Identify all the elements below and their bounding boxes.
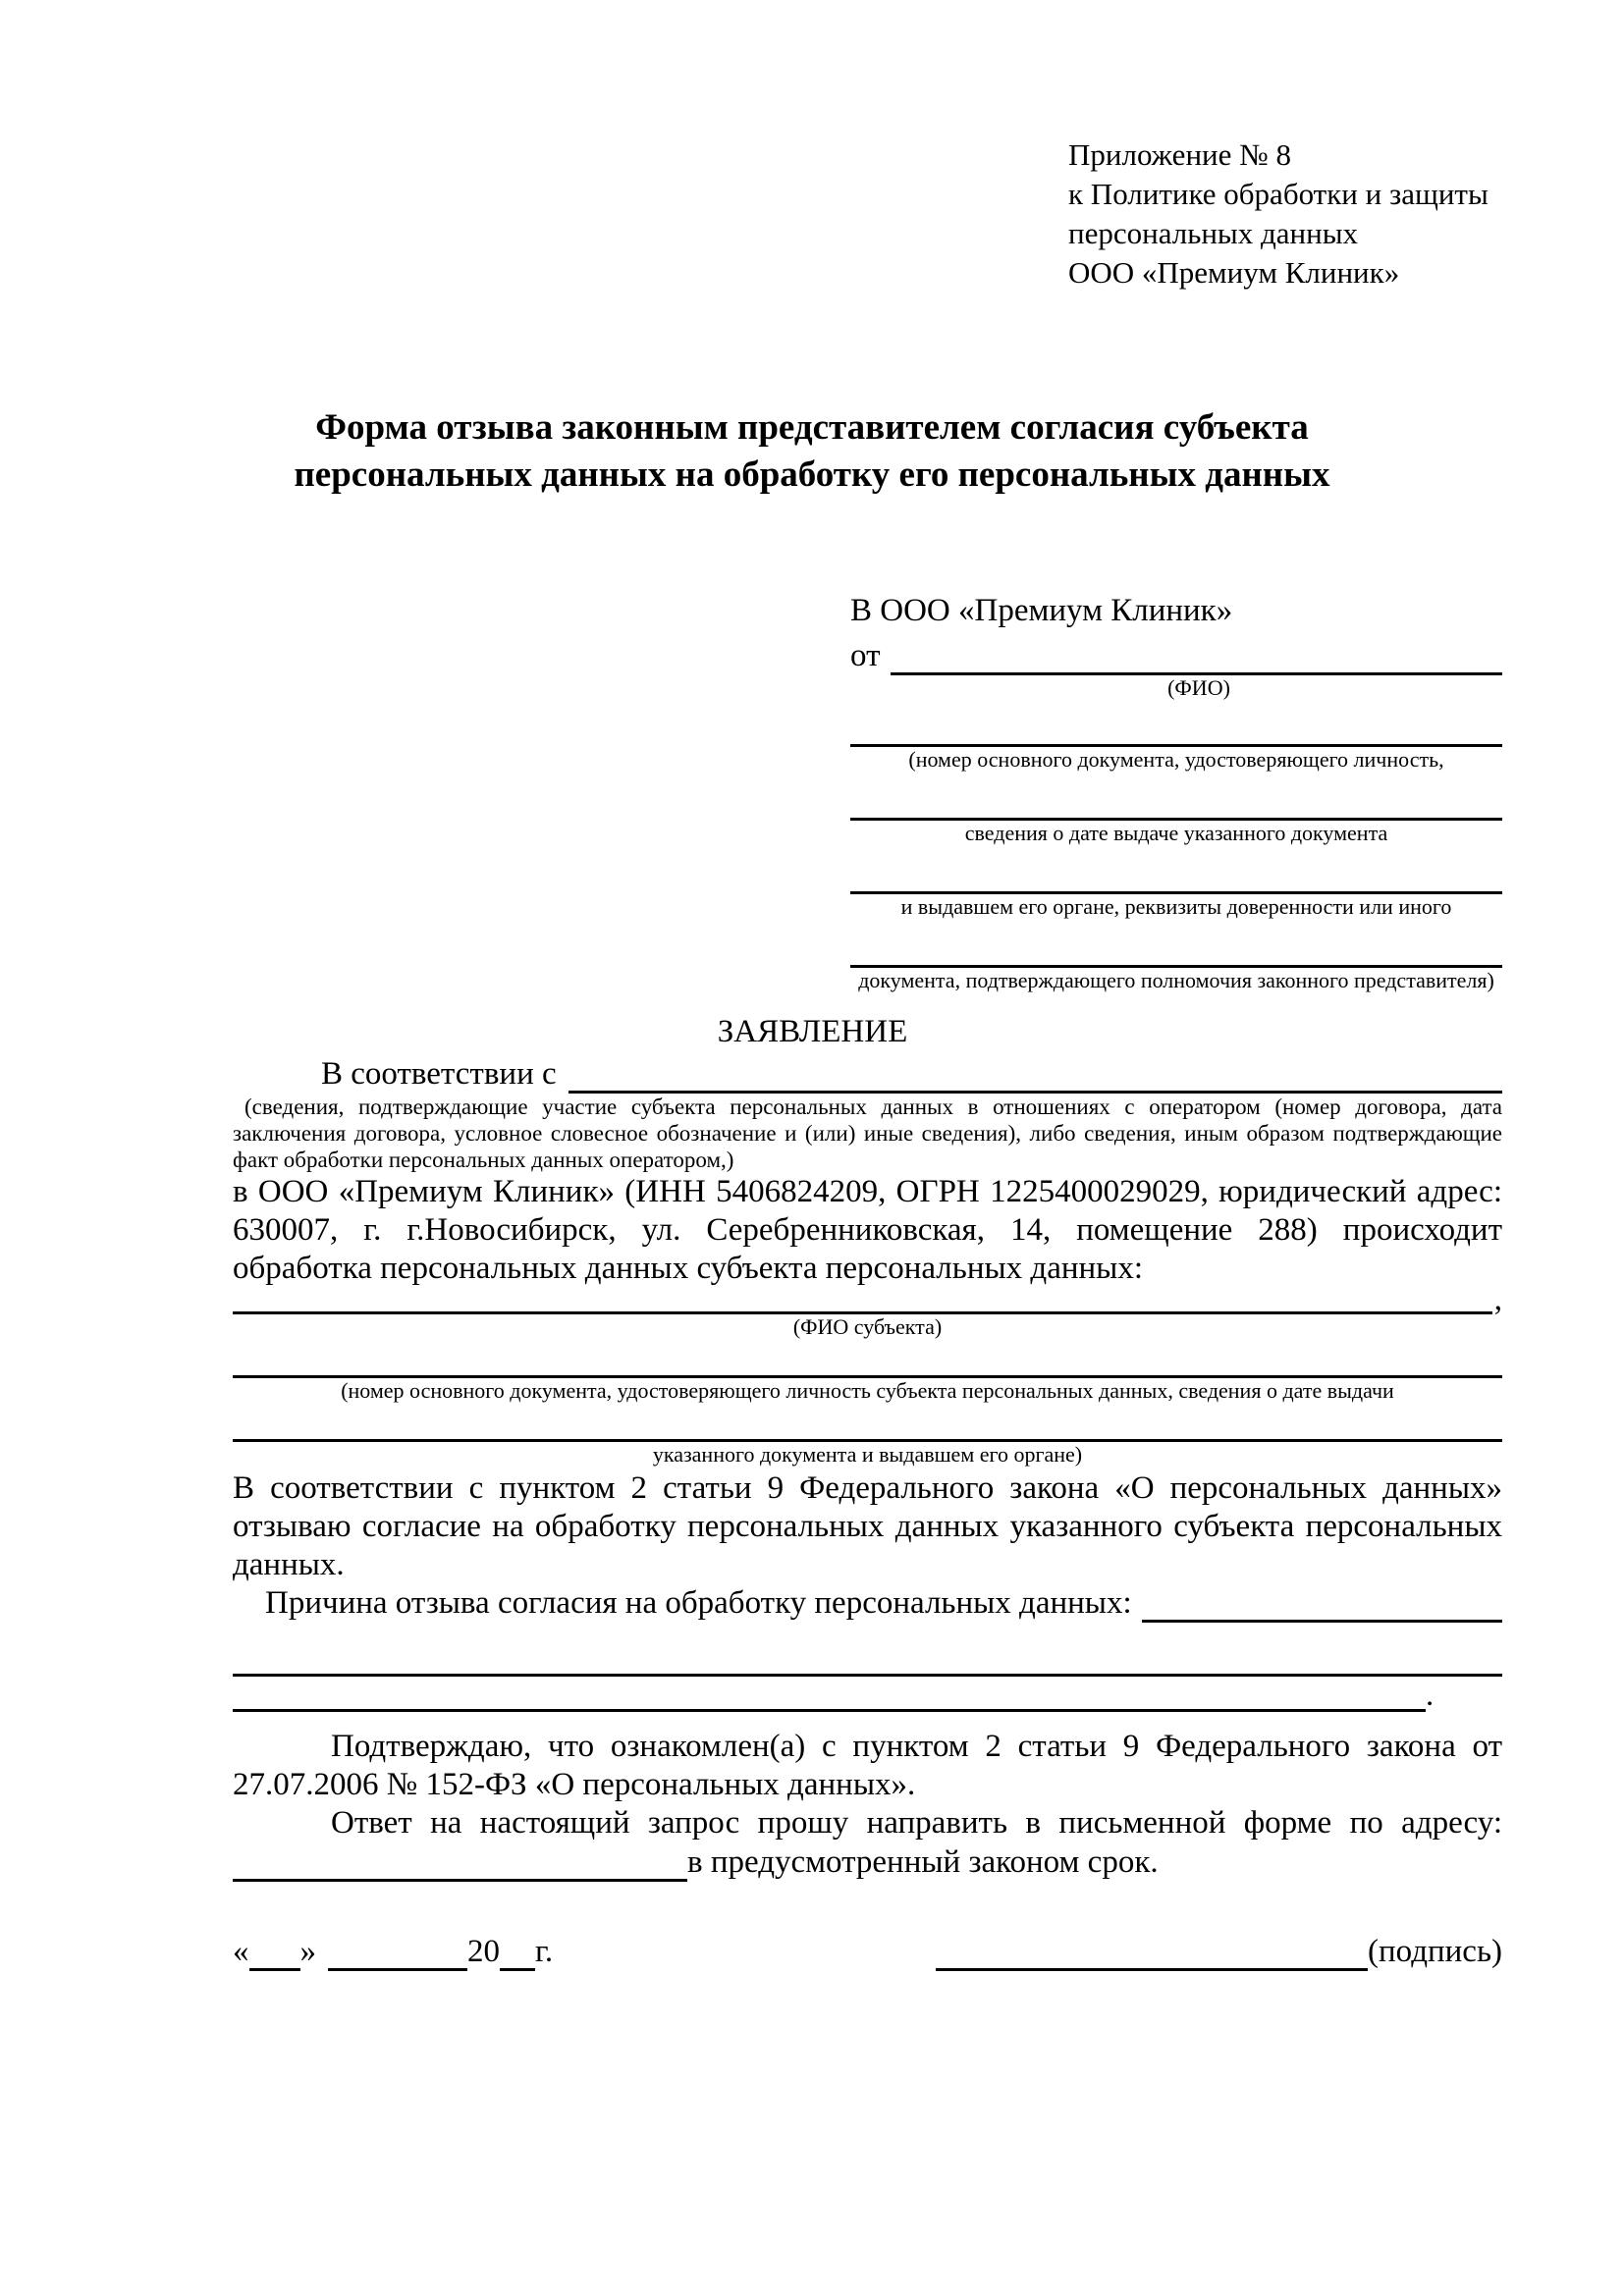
- blank-line: [850, 846, 1502, 894]
- period-after-reason: .: [1426, 1678, 1435, 1713]
- addressee-block: [850, 591, 1502, 993]
- reason-blank-line-3: [233, 1677, 1502, 1712]
- reason-label: Причина отзыва согласия на обработку персональных данных:: [265, 1585, 1132, 1621]
- year-blank: [500, 1939, 535, 1971]
- statement-heading: ЗАЯВЛЕНИЕ: [717, 1014, 908, 1049]
- caption-fio: (ФИО): [1167, 675, 1230, 700]
- caption-doc-4: документа, подтверждающего полномочия законного представителя): [858, 968, 1494, 992]
- date-line: [233, 1932, 553, 1971]
- acknowledge-paragraph: Подтверждаю, что ознакомлен(а) с пунктом 2 статьи 9 Федерального закона от 27.07.2006 № 152-ФЗ «О персональных данных».: [233, 1729, 1502, 1802]
- accordance-label: В соответствии с: [321, 1056, 557, 1092]
- reply-tail: в предусмотренный законом срок.: [687, 1844, 1159, 1880]
- withdrawal-paragraph: В соответствии с пунктом 2 статьи 9 Федерального закона «О персональных данных» отзываю согласие на обработку персональных данных указанного субъекта персональных данных.: [233, 1470, 1502, 1582]
- reply-address-line: [233, 1842, 1502, 1882]
- blank-line: [850, 773, 1502, 821]
- signature-line: [936, 1932, 1502, 1971]
- statement-body: [233, 1013, 1502, 1882]
- caption-doc-2: сведения о дате выдаче указанного документа: [964, 821, 1388, 845]
- subject-fio-blank-line: [233, 1285, 1492, 1314]
- appendix-line: Приложение № 8: [1068, 137, 1291, 172]
- reason-blank-line-2: [233, 1623, 1502, 1677]
- from-line: [850, 636, 1502, 675]
- document-title-line: персональных данных на обработку его персональных данных: [294, 454, 1330, 495]
- month-blank: [328, 1939, 467, 1971]
- day-blank: [249, 1939, 300, 1971]
- caption-subject-fio: (ФИО субъекта): [792, 1314, 943, 1339]
- caption-subject-doc-1: (номер основного документа, удостоверяющего личность субъекта персональных данных, сведения о дате выдачи: [341, 1378, 1394, 1403]
- from-label: от: [850, 638, 881, 673]
- appendix-line: к Политике обработки и защиты: [1068, 177, 1489, 211]
- accordance-line: [233, 1055, 1502, 1094]
- year-prefix: 20: [467, 1934, 500, 1969]
- footer-row: [233, 1932, 1502, 1971]
- address-blank-line: [233, 1843, 687, 1882]
- signature-caption: (подпись): [1368, 1934, 1502, 1969]
- day-open-quote: «: [233, 1934, 249, 1969]
- appendix-line: ООО «Премиум Клиник»: [1068, 255, 1400, 290]
- operator-paragraph: в ООО «Премиум Клиник» (ИНН 5406824209, ОГРН 1225400029029, юридический адрес: 630007, г. г.Новосибирск, ул. Серебренниковская, 14, помещение 288) происходит обработка персональных данных субъекта персональных данных:: [233, 1174, 1502, 1286]
- fine-print-note: (сведения, подтверждающие участие субъекта персональных данных в отношениях с оператором (номер договора, дата заключения договора, условное словесное обозначение и (или) иные сведения), либо сведения, иным образом подтверждающие факт обработки персональных данных оператором,): [233, 1095, 1502, 1172]
- year-suffix: г.: [535, 1934, 554, 1969]
- from-blank-line: [891, 639, 1503, 675]
- reason-line: [233, 1584, 1502, 1623]
- day-close-quote: »: [299, 1934, 316, 1969]
- blank-line: [233, 1340, 1502, 1378]
- reply-sentence: Ответ на настоящий запрос прошу направить в письменной форме по адресу:: [331, 1805, 1502, 1841]
- accordance-blank-line: [568, 1061, 1502, 1094]
- appendix-line: персональных данных: [1068, 216, 1359, 250]
- caption-subject-doc-2: указанного документа и выдавшем его органе): [652, 1442, 1083, 1467]
- blank-line: [850, 701, 1502, 747]
- blank-line: [850, 920, 1502, 968]
- subject-fio-line: [233, 1282, 1502, 1317]
- caption-doc-3: и выдавшем его органе, реквизиты доверенности или иного: [900, 894, 1452, 919]
- appendix-block: [1068, 135, 1489, 293]
- document-title: [98, 404, 1526, 499]
- reason-blank-line: [1142, 1590, 1502, 1623]
- caption-doc-1: (номер основного документа, удостоверяющего личность,: [908, 747, 1444, 772]
- document-title-line: Форма отзыва законным представителем согласия субъекта: [315, 407, 1309, 448]
- addressee-to: В ООО «Премиум Клиник»: [850, 593, 1233, 628]
- blank-line: [233, 1677, 1426, 1712]
- comma-after-fio: ,: [1493, 1282, 1502, 1317]
- signature-blank-line: [936, 1935, 1368, 1971]
- blank-line: [233, 1404, 1502, 1442]
